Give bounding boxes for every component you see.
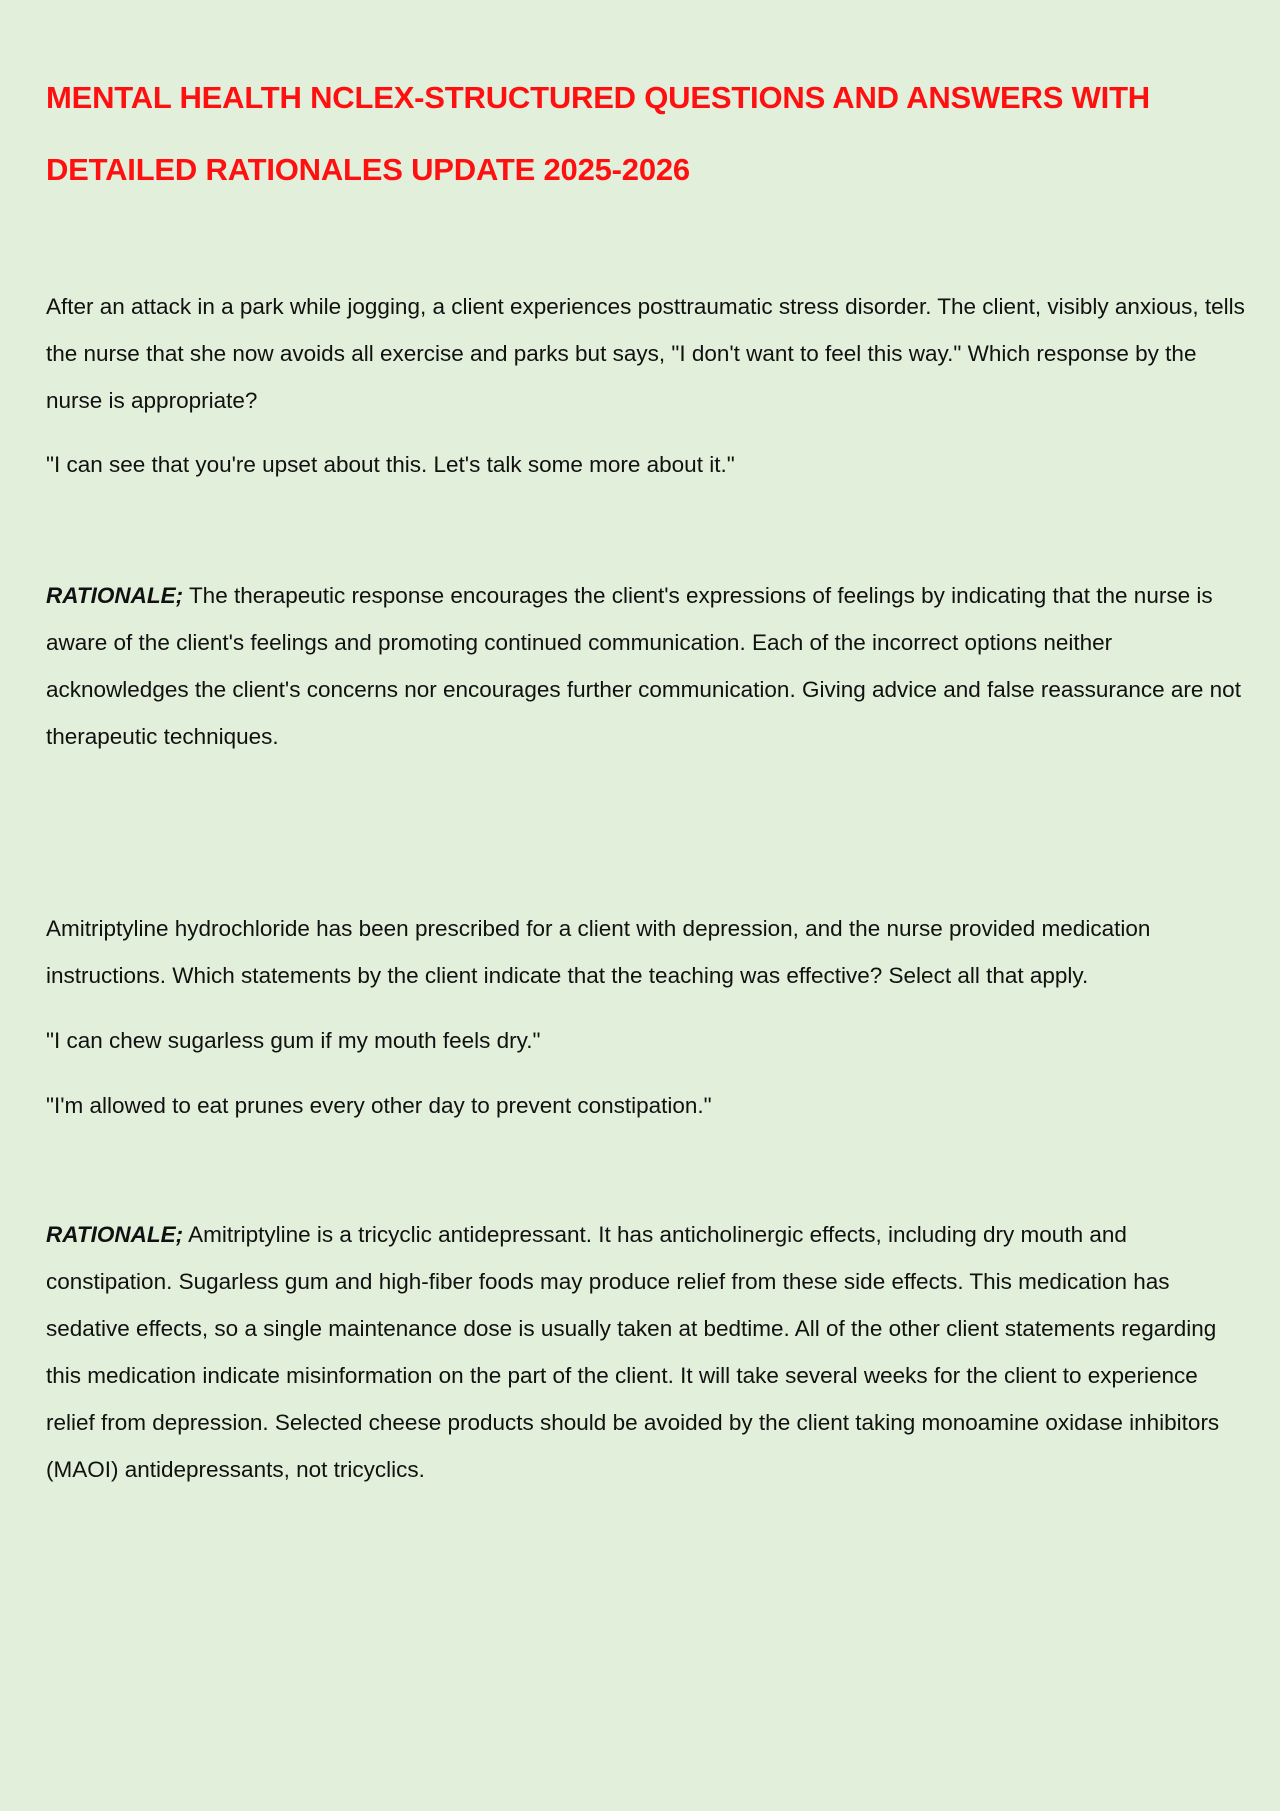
question-2-answer-1: "I can chew sugarless gum if my mouth feels dry." bbox=[46, 1028, 541, 1053]
question-1-answer-1: "I can see that you're upset about this. Let's talk some more about it." bbox=[46, 452, 735, 477]
rationale-label: RATIONALE; bbox=[46, 1222, 184, 1247]
question-2-rationale bbox=[46, 1211, 1246, 1493]
question-1-text: After an attack in a park while jogging, a client experiences posttraumatic stress disorder. The client, visibly anxious, tells the nurse that she now avoids all exercise and parks but says, "I don't want to feel this way." Which response by the nurse is appropriate? bbox=[46, 294, 1245, 413]
question-2-text: Amitriptyline hydrochloride has been prescribed for a client with depression, and the nurse provided medication instructions. Which statements by the client indicate that the teaching was effective? Select all that apply. bbox=[46, 916, 1151, 988]
rationale-label: RATIONALE; bbox=[46, 583, 184, 608]
rationale-text: Amitriptyline is a tricyclic antidepressant. It has anticholinergic effects, including dry mouth and constipation. Sugarless gum and high-fiber foods may produce relief from these side effects. This medication has sedative effects, so a single maintenance dose is usually taken at bedtime. All of the other client statements regarding this medication indicate misinformation on the part of the client. It will take several weeks for the client to experience relief from depression. Selected cheese products should be avoided by the client taking monoamine oxidase inhibitors (MAOI) antidepressants, not tricyclics. bbox=[46, 1222, 1220, 1482]
rationale-text: The therapeutic response encourages the client's expressions of feelings by indicating that the nurse is aware of the client's feelings and promoting continued communication. Each of the incorrect options neither acknowledges the client's concerns nor encourages further communication. Giving advice and false reassurance are not therapeutic techniques. bbox=[46, 583, 1241, 749]
question-1-rationale bbox=[46, 572, 1246, 760]
question-2-answer-2: "I'm allowed to eat prunes every other day to prevent constipation." bbox=[46, 1093, 712, 1118]
document-title: MENTAL HEALTH NCLEX-STRUCTURED QUESTIONS AND ANSWERS WITH DETAILED RATIONALES UPDATE 2025-2026 bbox=[46, 80, 1150, 187]
